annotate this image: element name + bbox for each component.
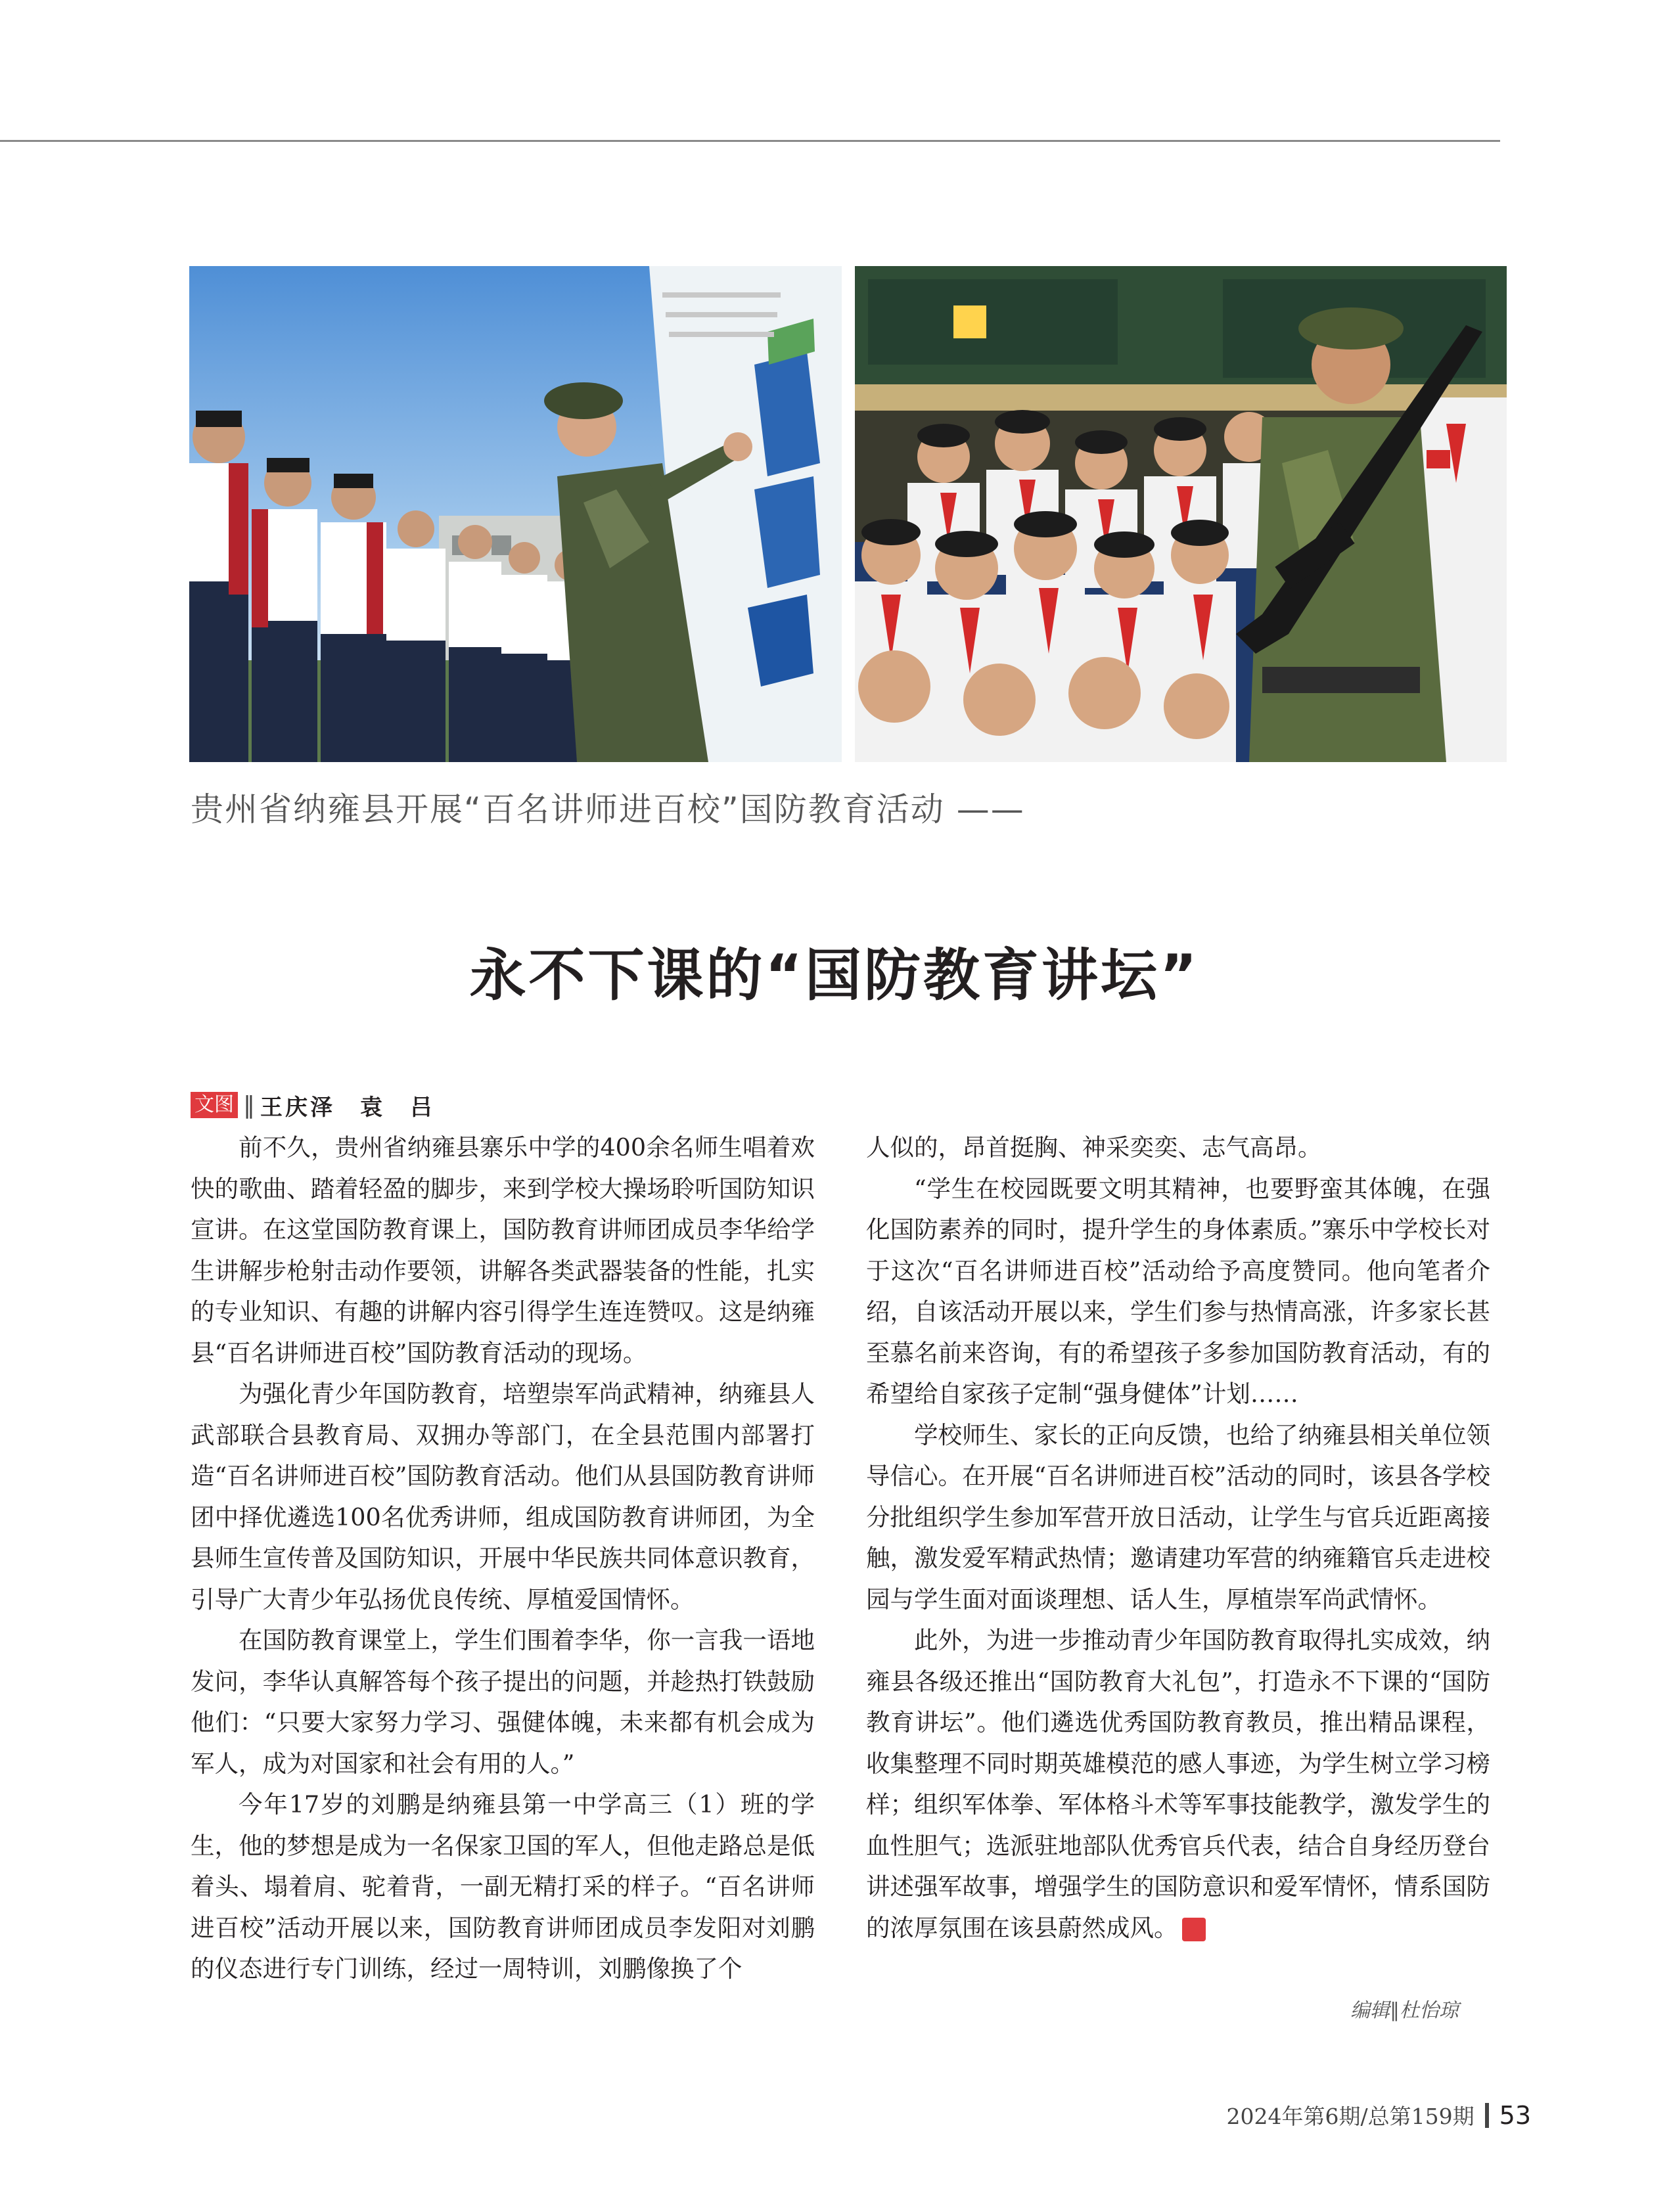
photo-soldier-classroom <box>855 266 1507 762</box>
photo-instructor-display-board <box>189 266 842 762</box>
body-column-left <box>191 1127 815 1990</box>
paragraph-continuation: 人似的，昂首挺胸、神采奕奕、志气高昂。 <box>866 1133 1322 1162</box>
paragraph: “学生在校园既要文明其精神，也要野蛮其体魄，在强化国防素养的同时，提升学生的身体素质。”寨乐中学校长对于这次“百名讲师进百校”活动给予高度赞同。他向笔者介绍，自该活动开展以来，学生们参与热情高涨，许多家长甚至慕名前来咨询，有的希望孩子多参加国防教育活动，有的希望给自家孩子定制“强身健体”计划…… <box>866 1174 1490 1408</box>
paragraph: 为强化青少年国防教育，培塑崇军尚武精神，纳雍县人武部联合县教育局、双拥办等部门，在全县范围内部署打造“百名讲师进百校”国防教育活动。他们从县国防教育讲师团中择优遴选100名优秀讲师，组成国防教育讲师团，为全县师生宣传普及国防知识，开展中华民族共同体意识教育，引导广大青少年弘扬优良传统、厚植爱国情怀。 <box>191 1380 815 1614</box>
byline-separator: ‖ <box>243 1091 255 1119</box>
paragraph: 在国防教育课堂上，学生们围着李华，你一言我一语地发问，李华认真解答每个孩子提出的问题，并趁热打铁鼓励他们：“只要大家努力学习、强健体魄，未来都有机会成为军人，成为对国家和社会有用的人。” <box>191 1626 815 1778</box>
byline-authors: 王庆泽 袁 吕 <box>260 1094 435 1121</box>
paragraph: 今年17岁的刘鹏是纳雍县第一中学高三（1）班的学生，他的梦想是成为一名保家卫国的军人，但他走路总是低着头、塌着肩、驼着背，一副无精打采的样子。“百名讲师进百校”活动开展以来，国防教育讲师团成员李发阳对刘鹏的仪态进行专门训练，经过一周特训，刘鹏像换了个 <box>191 1790 815 1983</box>
header-rule <box>0 140 1500 142</box>
end-mark-icon: G <box>1182 1918 1206 1941</box>
paragraph: 学校师生、家长的正向反馈，也给了纳雍县相关单位领导信心。在开展“百名讲师进百校”活动的同时，该县各学校分批组织学生参加军营开放日活动，让学生与官兵近距离接触，激发爱军精武热情；邀请建功军营的纳雍籍官兵走进校园与学生面对面谈理想、话人生，厚植崇军尚武情怀。 <box>866 1420 1490 1614</box>
paragraph-text: 此外，为进一步推动青少年国防教育取得扎实成效，纳雍县各级还推出“国防教育大礼包”，打造永不下课的“国防教育讲坛”。他们遴选优秀国防教育教员，推出精品课程，收集整理不同时期英雄模范的感人事迹，为学生树立学习榜样；组织军体拳、军体格斗术等军事技能教学，激发学生的血性胆气；选派驻地部队优秀官兵代表，结合自身经历登台讲述强军故事，增强学生的国防意识和爱军情怀，情系国防的浓厚氛围在该县蔚然成风。 <box>866 1626 1490 1942</box>
footer-divider <box>1485 2103 1489 2128</box>
byline <box>191 1091 435 1119</box>
page-footer <box>1227 2100 1531 2131</box>
page-number: 53 <box>1499 2100 1531 2130</box>
article-subtitle: 贵州省纳雍县开展“百名讲师进百校”国防教育活动 —— <box>191 790 1025 828</box>
body-column-right <box>866 1127 1490 1949</box>
paragraph <box>866 1620 1490 1949</box>
paragraph: 前不久，贵州省纳雍县寨乐中学的400余名师生唱着欢快的歌曲、踏着轻盈的脚步，来到学校大操场聆听国防知识宣讲。在这堂国防教育课上，国防教育讲师团成员李华给学生讲解步枪射击动作要领，讲解各类武器装备的性能，扎实的专业知识、有趣的讲解内容引得学生连连赞叹。这是纳雍县“百名讲师进百校”国防教育活动的现场。 <box>191 1133 815 1367</box>
byline-tag: 文图 <box>191 1092 238 1118</box>
article-title: 永不下课的“国防教育讲坛” <box>469 943 1200 1008</box>
issue-info: 2024年第6期/总第159期 <box>1226 2104 1475 2129</box>
editor-credit: 编辑∥杜怡琼 <box>1350 1999 1459 2022</box>
